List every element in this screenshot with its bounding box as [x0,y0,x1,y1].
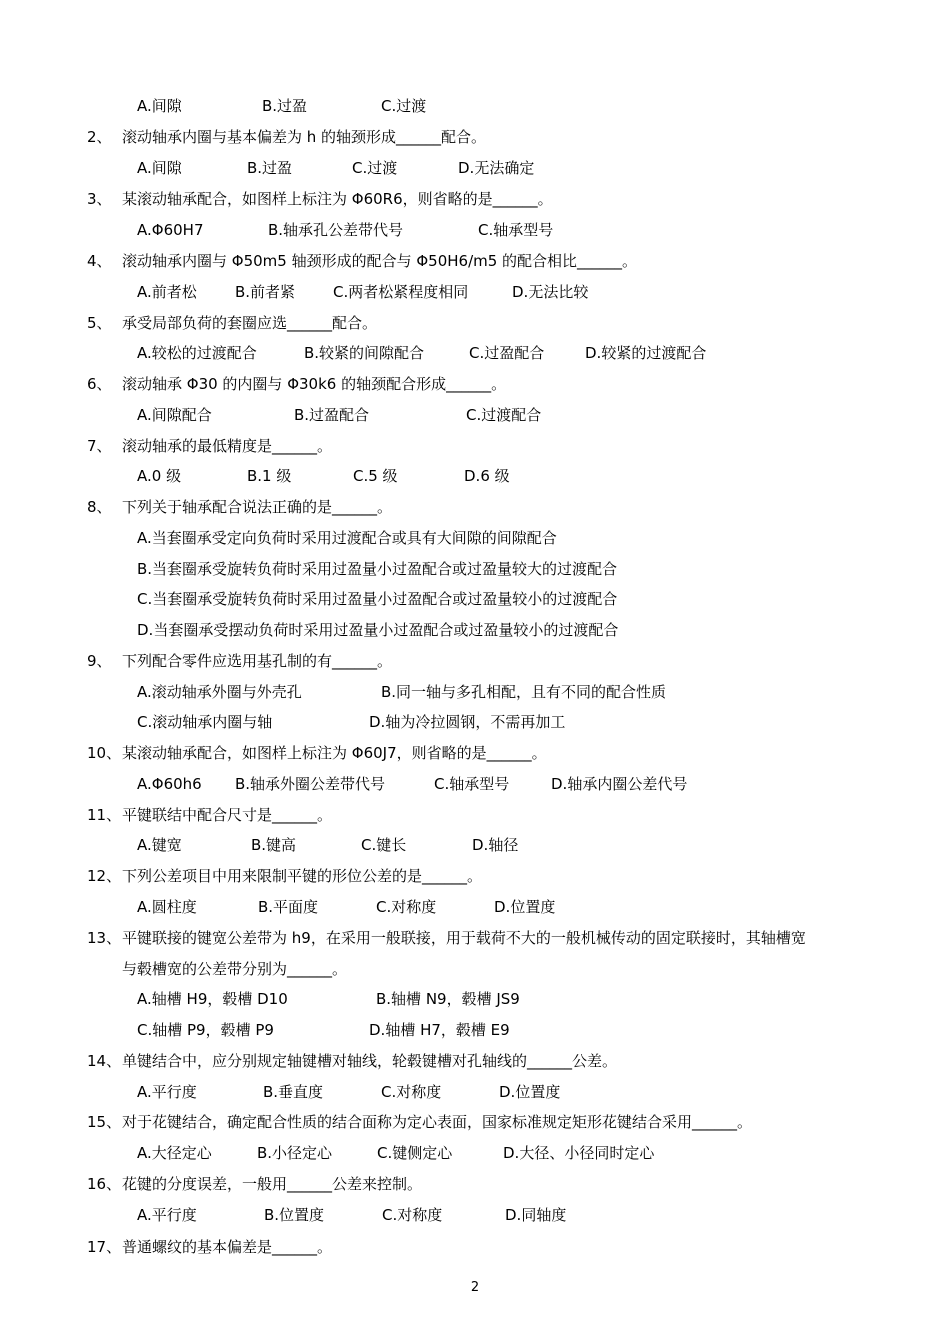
q10-option-b: B.轴承外圈公差带代号 [235,775,386,793]
q2-option-b: B.过盈 [247,159,293,177]
q11-option-a: A.键宽 [137,836,182,854]
q16-number: 16、 [87,1175,122,1193]
q2-text: 滚动轴承内圈与基本偏差为 h 的轴颈形成______配合。 [122,128,487,146]
q15-option-c: C.键侧定心 [377,1144,453,1162]
q9-option-a: A.滚动轴承外圈与外壳孔 [137,683,302,701]
q4-text: 滚动轴承内圈与 Φ50m5 轴颈形成的配合与 Φ50H6/m5 的配合相比______。 [122,252,638,270]
q7-number: 7、 [87,437,112,455]
q13-option-c: C.轴槽 P9，毂槽 P9 [137,1021,274,1039]
q5-option-b: B.较紧的间隙配合 [304,344,425,362]
q6-option-b: B.过盈配合 [294,406,370,424]
q9-option-d: D.轴为冷拉圆钢，不需再加工 [369,713,566,731]
q14-option-d: D.位置度 [499,1083,561,1101]
q2-option-d: D.无法确定 [458,159,535,177]
q12-text: 下列公差项目中用来限制平键的形位公差的是______。 [122,867,483,885]
q2-option-c: C.过渡 [352,159,398,177]
q9-option-b: B.同一轴与多孔相配，且有不同的配合性质 [381,683,667,701]
q6-number: 6、 [87,375,112,393]
q7-option-c: C.5 级 [353,467,398,485]
q3-option-b: B.轴承孔公差带代号 [268,221,404,239]
q5-number: 5、 [87,314,112,332]
q4-option-c: C.两者松紧程度相同 [333,283,469,301]
q6-option-c: C.过渡配合 [466,406,542,424]
q16-option-a: A.平行度 [137,1206,197,1224]
q15-option-b: B.小径定心 [257,1144,333,1162]
q2-number: 2、 [87,128,112,146]
q16-text: 花键的分度误差，一般用______公差来控制。 [122,1175,423,1193]
q17-text: 普通螺纹的基本偏差是______。 [122,1238,333,1256]
q10-option-a: A.Φ60h6 [137,775,202,793]
q9-number: 9、 [87,652,112,670]
q5-text: 承受局部负荷的套圈应选______配合。 [122,314,378,332]
q12-option-a: A.圆柱度 [137,898,197,916]
q12-option-c: C.对称度 [376,898,437,916]
q3-number: 3、 [87,190,112,208]
q9-text: 下列配合零件应选用基孔制的有______。 [122,652,393,670]
q15-text: 对于花键结合，确定配合性质的结合面称为定心表面，国家标准规定矩形花键结合采用______。 [122,1113,753,1131]
q14-text: 单键结合中，应分别规定轴键槽对轴线，轮毂键槽对孔轴线的______公差。 [122,1052,618,1070]
q2-option-a: A.间隙 [137,159,182,177]
q7-option-a: A.0 级 [137,467,182,485]
q6-text: 滚动轴承 Φ30 的内圈与 Φ30k6 的轴颈配合形成______。 [122,375,507,393]
q4-option-b: B.前者紧 [235,283,296,301]
q12-number: 12、 [87,867,122,885]
q5-option-d: D.较紧的过渡配合 [585,344,707,362]
q1-option-a: A.间隙 [137,97,182,115]
q4-number: 4、 [87,252,112,270]
q5-option-c: C.过盈配合 [469,344,545,362]
q3-text: 某滚动轴承配合，如图样上标注为 Φ60R6，则省略的是______。 [122,190,553,208]
q14-number: 14、 [87,1052,122,1070]
q3-option-a: A.Φ60H7 [137,221,204,239]
q10-number: 10、 [87,744,122,762]
q9-option-c: C.滚动轴承内圈与轴 [137,713,273,731]
q8-option-c: C.当套圈承受旋转负荷时采用过盈量小过盈配合或过盈量较小的过渡配合 [137,590,618,608]
q16-option-d: D.同轴度 [505,1206,567,1224]
page-number: 2 [470,1280,480,1295]
q6-option-a: A.间隙配合 [137,406,212,424]
q13-number: 13、 [87,929,122,947]
q13-text-continued: 与毂槽宽的公差带分别为______。 [122,960,348,978]
q13-option-a: A.轴槽 H9，毂槽 D10 [137,990,288,1008]
q15-option-a: A.大径定心 [137,1144,212,1162]
q11-option-b: B.键高 [251,836,297,854]
q8-option-a: A.当套圈承受定向负荷时采用过渡配合或具有大间隙的间隙配合 [137,529,557,547]
q15-option-d: D.大径、小径同时定心 [503,1144,655,1162]
q12-option-b: B.平面度 [258,898,319,916]
q13-option-b: B.轴槽 N9，毂槽 JS9 [376,990,520,1008]
q4-option-a: A.前者松 [137,283,197,301]
q3-option-c: C.轴承型号 [478,221,554,239]
q8-text: 下列关于轴承配合说法正确的是______。 [122,498,393,516]
q12-option-d: D.位置度 [494,898,556,916]
q11-option-c: C.键长 [361,836,407,854]
q1-option-c: C.过渡 [381,97,427,115]
q7-text: 滚动轴承的最低精度是______。 [122,437,333,455]
q16-option-c: C.对称度 [382,1206,443,1224]
q15-number: 15、 [87,1113,122,1131]
q10-option-d: D.轴承内圈公差代号 [551,775,688,793]
q7-option-d: D.6 级 [464,467,510,485]
q17-number: 17、 [87,1238,122,1256]
q11-option-d: D.轴径 [472,836,519,854]
q14-option-b: B.垂直度 [263,1083,324,1101]
q14-option-a: A.平行度 [137,1083,197,1101]
q11-number: 11、 [87,806,122,824]
q10-text: 某滚动轴承配合，如图样上标注为 Φ60J7，则省略的是______。 [122,744,547,762]
q10-option-c: C.轴承型号 [434,775,510,793]
q14-option-c: C.对称度 [381,1083,442,1101]
q13-text: 平键联接的键宽公差带为 h9，在采用一般联接，用于载荷不大的一般机械传动的固定联接时，其轴槽宽 [122,929,806,947]
q1-option-b: B.过盈 [262,97,308,115]
q13-option-d: D.轴槽 H7，毂槽 E9 [369,1021,510,1039]
q7-option-b: B.1 级 [247,467,292,485]
q8-option-d: D.当套圈承受摆动负荷时采用过盈量小过盈配合或过盈量较小的过渡配合 [137,621,619,639]
q16-option-b: B.位置度 [264,1206,325,1224]
q11-text: 平键联结中配合尺寸是______。 [122,806,333,824]
q8-option-b: B.当套圈承受旋转负荷时采用过盈量小过盈配合或过盈量较大的过渡配合 [137,560,618,578]
q4-option-d: D.无法比较 [512,283,589,301]
q5-option-a: A.较松的过渡配合 [137,344,257,362]
q8-number: 8、 [87,498,112,516]
